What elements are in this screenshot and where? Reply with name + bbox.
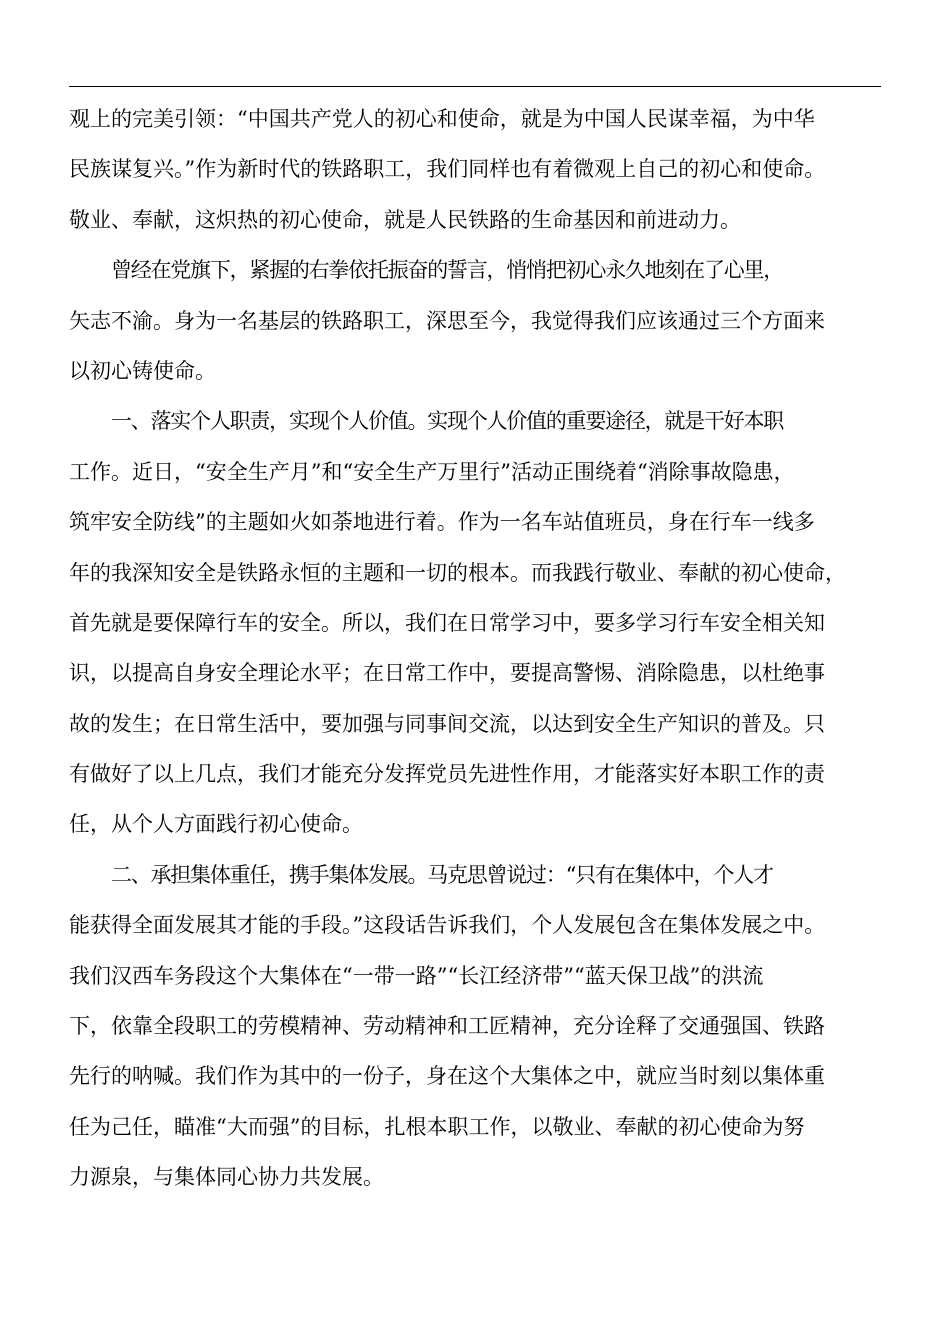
text-line: 首先就是要保障行车的安全。所以，我们在日常学习中，要多学习行车安全相关知 bbox=[69, 610, 825, 635]
text-line: 年的我深知安全是铁路永恒的主题和一切的根本。而我践行敬业、奉献的初心使命， bbox=[69, 560, 846, 585]
text-line: 故的发生；在日常生活中，要加强与同事间交流，以达到安全生产知识的普及。只 bbox=[69, 711, 825, 736]
text-line: 有做好了以上几点，我们才能充分发挥党员先进性作用，才能落实好本职工作的责 bbox=[69, 762, 825, 787]
text-line: 矢志不渝。身为一名基层的铁路职工，深思至今，我觉得我们应该通过三个方面来 bbox=[69, 308, 825, 333]
text-line: 任，从个人方面践行初心使命。 bbox=[69, 812, 363, 837]
text-line: 观上的完美引领：“中国共产党人的初心和使命，就是为中国人民谋幸福，为中华 bbox=[69, 107, 815, 131]
paragraph bbox=[69, 245, 889, 396]
document-body bbox=[69, 94, 889, 1203]
text-line: 识，以提高自身安全理论水平；在日常工作中，要提高警惕、消除隐患，以杜绝事 bbox=[69, 661, 825, 686]
text-line: 能获得全面发展其才能的手段。”这段话告诉我们，个人发展包含在集体发展之中。 bbox=[69, 913, 826, 938]
text-line: 以初心铸使命。 bbox=[69, 358, 216, 383]
text-line: 我们汉西车务段这个大集体在“一带一路”“长江经济带”“蓝天保卫战”的洪流 bbox=[69, 963, 764, 988]
paragraph bbox=[69, 850, 889, 1203]
text-line: 任为己任，瞄准“大而强”的目标，扎根本职工作，以敬业、奉献的初心使命为努 bbox=[69, 1114, 805, 1139]
text-line: 一、落实个人职责，实现个人价值。实现个人价值的重要途径，就是干好本职 bbox=[111, 409, 783, 434]
text-line: 敬业、奉献，这炽热的初心使命，就是人民铁路的生命基因和前进动力。 bbox=[69, 207, 741, 232]
text-line: 曾经在党旗下，紧握的右拳依托振奋的誓言，悄悄把初心永久地刻在了心里， bbox=[111, 258, 783, 283]
header-rule bbox=[69, 86, 881, 87]
text-line: 下，依靠全段职工的劳模精神、劳动精神和工匠精神，充分诠释了交通强国、铁路 bbox=[69, 1014, 825, 1039]
paragraph bbox=[69, 94, 889, 245]
text-line: 民族谋复兴。”作为新时代的铁路职工，我们同样也有着微观上自己的初心和使命。 bbox=[69, 157, 826, 182]
text-line: 二、承担集体重任，携手集体发展。马克思曾说过：“只有在集体中，个人才 bbox=[111, 862, 773, 887]
text-line: 工作。近日，“安全生产月”和“安全生产万里行”活动正围绕着“消除事故隐患， bbox=[69, 459, 795, 484]
text-line: 力源泉，与集体同心协力共发展。 bbox=[69, 1165, 384, 1190]
text-line: 先行的呐喊。我们作为其中的一份子，身在这个大集体之中，就应当时刻以集体重 bbox=[69, 1064, 825, 1089]
text-line: 筑牢安全防线”的主题如火如荼地进行着。作为一名车站值班员，身在行车一线多 bbox=[69, 510, 815, 535]
paragraph bbox=[69, 396, 889, 850]
